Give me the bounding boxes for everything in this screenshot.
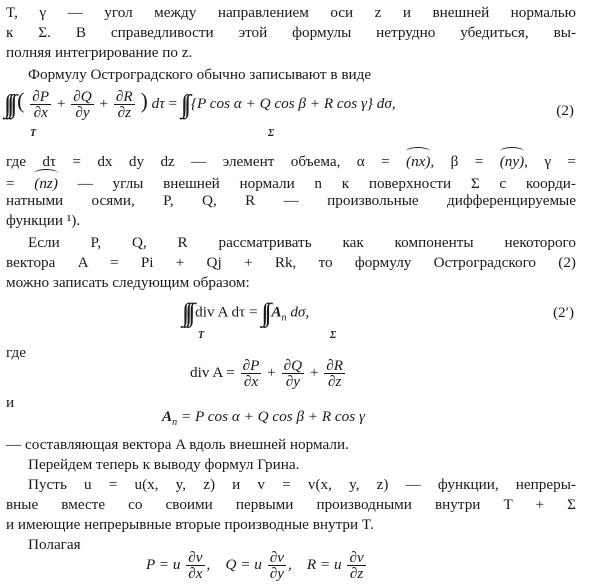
text-where: где [6,344,26,361]
text-line-9: функции ¹). [6,212,81,229]
text-line-21: и имеющие непрерывные вторые производные внутри T. [6,516,374,533]
formula-pqr: P = u $\frac{\partial v}{\partial x}$ , Q = u $\frac{\partial v}{\partial y}$ , R = u $\frac{\partial v}{\partial z}$ [146,549,364,582]
fraction-dP-dx: $\frac{\partial P}{\partial x}$ [32,88,50,122]
text-line-3: полняя интегрирование по z. [6,44,193,61]
text-line-17: — составляющая вектора A вдоль внешней нормали. [6,436,349,453]
triple-integral-sign: ∫∫∫ [4,89,14,119]
formula-2-prime: ∫∫∫ div A dτ = ∫∫ $A_n$ dσ, [182,298,310,327]
formula-div-a: div A = $\frac{\partial P}{\partial x}$ + $\frac{\partial Q}{\partial y}$ + $\frac{\partial R}{\partial z}$ [190,357,344,390]
text-line-8: натными осями, P, Q, R — произвольные дифференцируемые [6,192,576,209]
fraction-dR-dz: $\frac{\partial R}{\partial z}$ [115,88,133,122]
formula-2: ∫∫∫ ( $\frac{\partial P}{\partial x}$ + $\frac{\partial Q}{\partial y}$ + $\frac{\partial R}{\partial z}$ ) dτ = ∫∫ {P cos α + Q cos β + R cos γ} dσ, [4,88,396,122]
text-line-6: где dτ = dx dy dz — элемент объема, α = (nx), β = (ny), γ = [6,150,576,171]
formula-an: $A_n = P$ cos α + Q cos β + R cos γ [162,408,365,429]
double-integral-sign-2: ∫∫ [261,298,268,327]
text-line-2: к Σ. В справедливости этой формулы нетрудно убедиться, вы- [6,24,576,41]
text-line-10: Если P, Q, R рассматривать как компоненты некоторого [28,234,576,251]
fraction-dQ-dy: $\frac{\partial Q}{\partial y}$ [73,88,92,122]
triple-integral-sign-2: ∫∫∫ [182,298,192,327]
subscript-sigma: Σ [268,128,275,139]
text-line-22: Полагая [28,536,81,553]
formula-2-rhs: {P cos α + Q cos β + R cos γ} dσ, [190,95,396,112]
text-line-18: Перейдем теперь к выводу формул Грина. [28,456,300,473]
text-line-4: Формулу Остроградского обычно записывают в виде [28,66,372,83]
text-line-1: T, γ — угол между направлением оси z и внешней нормалью [6,4,576,21]
text-line-11: вектора A = Pi + Qj + Rk, то формулу Остроградского (2) [6,254,576,271]
subscript-sigma-2: Σ [330,330,337,341]
text-and: и [6,394,15,411]
subscript-T: T [30,128,37,139]
text-line-19: Пусть u = u(x, y, z) и v = v(x, y, z) — функции, непреры- [28,476,576,493]
formula-2-number: (2) [556,102,574,119]
text-line-12: можно записать следующим образом: [6,274,250,291]
double-integral-sign: ∫∫ [180,89,188,119]
text-line-20: вные вместе со своими первыми производными внутри T + Σ [6,496,576,513]
subscript-T-2: T [198,330,205,341]
formula-2-prime-number: (2′) [552,304,574,321]
text-line-7: = (nz) — углы внешней нормали n к поверхности Σ с коорди- [6,172,576,193]
